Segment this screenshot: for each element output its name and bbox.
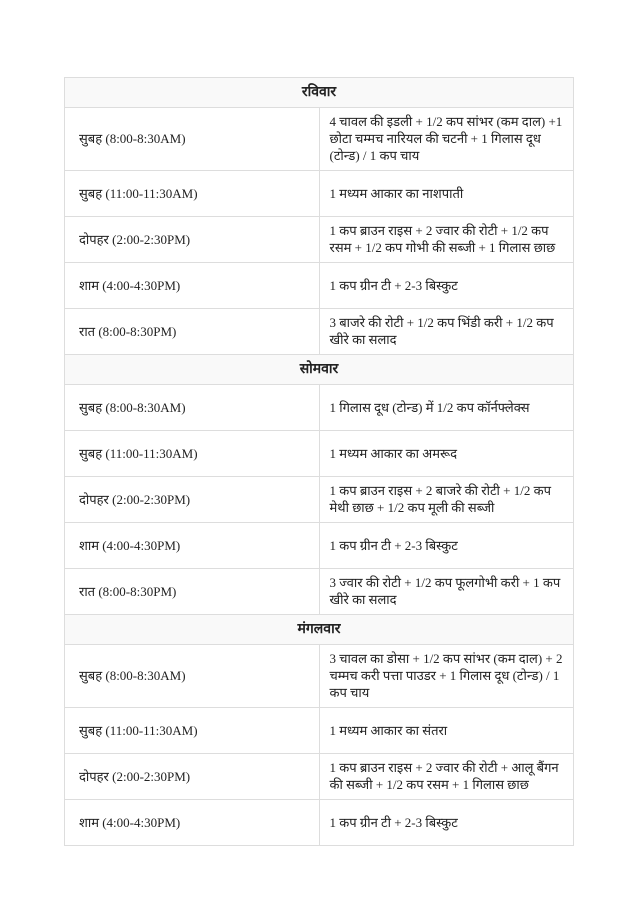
meal-description: 1 कप ब्राउन राइस + 2 ज्वार की रोटी + आलू बैंगन की सब्जी + 1/2 कप रसम + 1 गिलास छाछ [319,754,574,800]
diet-chart-table [64,77,574,846]
day-header-monday: सोमवार [65,355,574,385]
meal-description: 1 मध्यम आकार का संतरा [319,708,574,754]
meal-description: 1 कप ग्रीन टी + 2-3 बिस्कुट [319,263,574,309]
meal-time: सुबह (11:00-11:30AM) [65,171,320,217]
meal-time: सुबह (8:00-8:30AM) [65,645,320,708]
day-header-sunday: रविवार [65,78,574,108]
meal-time: दोपहर (2:00-2:30PM) [65,217,320,263]
meal-time: दोपहर (2:00-2:30PM) [65,477,320,523]
meal-description: 1 कप ग्रीन टी + 2-3 बिस्कुट [319,523,574,569]
meal-time: सुबह (11:00-11:30AM) [65,708,320,754]
meal-time: सुबह (8:00-8:30AM) [65,108,320,171]
meal-description: 4 चावल की इडली + 1/2 कप सांभर (कम दाल) +1 छोटा चम्मच नारियल की चटनी + 1 गिलास दूध (टोन्ड) / 1 कप चाय [319,108,574,171]
meal-time: शाम (4:00-4:30PM) [65,263,320,309]
meal-time: सुबह (11:00-11:30AM) [65,431,320,477]
diet-chart-page [64,77,574,846]
meal-description: 3 चावल का डोसा + 1/2 कप सांभर (कम दाल) + 2 चम्मच करी पत्ता पाउडर + 1 गिलास दूध (टोन्ड) / 1 कप चाय [319,645,574,708]
meal-description: 1 कप ब्राउन राइस + 2 ज्वार की रोटी + 1/2 कप रसम + 1/2 कप गोभी की सब्जी + 1 गिलास छाछ [319,217,574,263]
meal-time: रात (8:00-8:30PM) [65,569,320,615]
meal-time: शाम (4:00-4:30PM) [65,523,320,569]
meal-time: दोपहर (2:00-2:30PM) [65,754,320,800]
day-header-tuesday: मंगलवार [65,615,574,645]
meal-description: 1 कप ब्राउन राइस + 2 बाजरे की रोटी + 1/2 कप मेथी छाछ + 1/2 कप मूली की सब्जी [319,477,574,523]
meal-time: रात (8:00-8:30PM) [65,309,320,355]
meal-description: 3 बाजरे की रोटी + 1/2 कप भिंडी करी + 1/2 कप खीरे का सलाद [319,309,574,355]
meal-description: 1 मध्यम आकार का अमरूद [319,431,574,477]
meal-description: 1 कप ग्रीन टी + 2-3 बिस्कुट [319,800,574,846]
meal-description: 1 मध्यम आकार का नाशपाती [319,171,574,217]
meal-time: शाम (4:00-4:30PM) [65,800,320,846]
meal-time: सुबह (8:00-8:30AM) [65,385,320,431]
meal-description: 3 ज्वार की रोटी + 1/2 कप फूलगोभी करी + 1 कप खीरे का सलाद [319,569,574,615]
meal-description: 1 गिलास दूध (टोन्ड) में 1/2 कप कॉर्नफ्लेक्स [319,385,574,431]
